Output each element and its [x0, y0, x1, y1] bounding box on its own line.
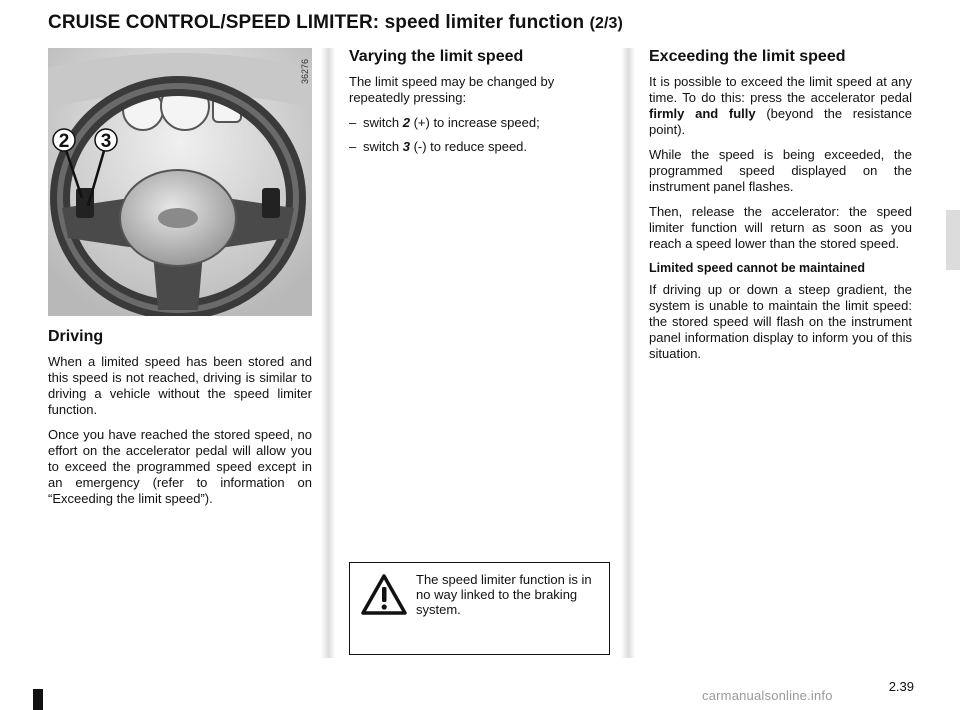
bullet-dash: –: [349, 115, 357, 130]
column-divider-left: [321, 48, 335, 658]
warning-text: The speed limiter function is in no way linked to the braking system.: [416, 572, 592, 617]
emphasis-firmly-fully: firmly and fully: [649, 106, 756, 121]
bullet-text: switch: [363, 139, 403, 154]
exceeding-paragraph-2: While the speed is being exceeded, the programmed speed displayed on the instrument panel flashes.: [649, 147, 912, 194]
exceeding-paragraph-1: [649, 74, 912, 138]
varying-intro: The limit speed may be changed by repeatedly pressing:: [349, 74, 555, 105]
chapter-tab: [946, 210, 960, 270]
paragraph-text: (beyond the resistance point).: [649, 106, 912, 137]
switch-key-3: 3: [402, 139, 410, 154]
exceeding-heading: Exceeding the limit speed: [649, 48, 846, 65]
page-edge-marker: [33, 689, 43, 710]
figure-ref-number: 36276: [300, 58, 310, 84]
varying-heading: Varying the limit speed: [349, 48, 524, 65]
list-item: [349, 139, 612, 155]
driving-paragraph-1: When a limited speed has been stored and this speed is not reached, driving is similar to driving a vehicle without the speed limiter function.: [48, 354, 312, 417]
middle-column: [349, 48, 612, 163]
watermark: carmanualsonline.info: [702, 688, 833, 703]
title-main: CRUISE CONTROL/SPEED LIMITER: speed limiter function: [48, 12, 585, 33]
steering-wheel-figure: [48, 48, 312, 316]
callout-3: 3: [100, 131, 112, 152]
steering-wheel-illustration: [48, 48, 312, 316]
right-column: [649, 48, 912, 371]
bullet-text: switch: [363, 115, 403, 130]
column-divider-right: [621, 48, 635, 658]
warning-box: [349, 562, 610, 655]
left-column: [48, 48, 312, 516]
paragraph-text: It is possible to exceed the limit speed at any time. To do this: press the accelerator pedal: [649, 74, 912, 105]
bullet-text: (-) to reduce speed.: [409, 139, 528, 154]
driving-paragraph-2: Once you have reached the stored speed, no effort on the accelerator pedal will allow you to exceed the programmed speed except in an emergency (refer to information on “Exceeding the limit speed”).: [48, 427, 312, 506]
bullet-dash: –: [349, 139, 357, 154]
list-item: [349, 115, 612, 131]
exceeding-paragraph-3: Then, release the accelerator: the speed limiter function will return as soon as you reach a speed lower than the stored speed.: [649, 204, 912, 251]
switch-key-2: 2: [402, 115, 410, 130]
page-number: 2.39: [888, 679, 914, 694]
maintain-subheading: Limited speed cannot be maintained: [649, 261, 866, 275]
page-title: [48, 12, 623, 34]
callout-2: 2: [58, 131, 70, 152]
driving-heading: Driving: [48, 328, 104, 345]
title-page-fraction: (2/3): [589, 15, 623, 32]
exceeding-paragraph-4: If driving up or down a steep gradient, the system is unable to maintain the limit speed: the stored speed will flash on the instrument panel information display to inform you of this situation.: [649, 282, 912, 361]
warning-triangle-icon: [360, 573, 408, 617]
bullet-text: (+) to increase speed;: [409, 115, 540, 130]
